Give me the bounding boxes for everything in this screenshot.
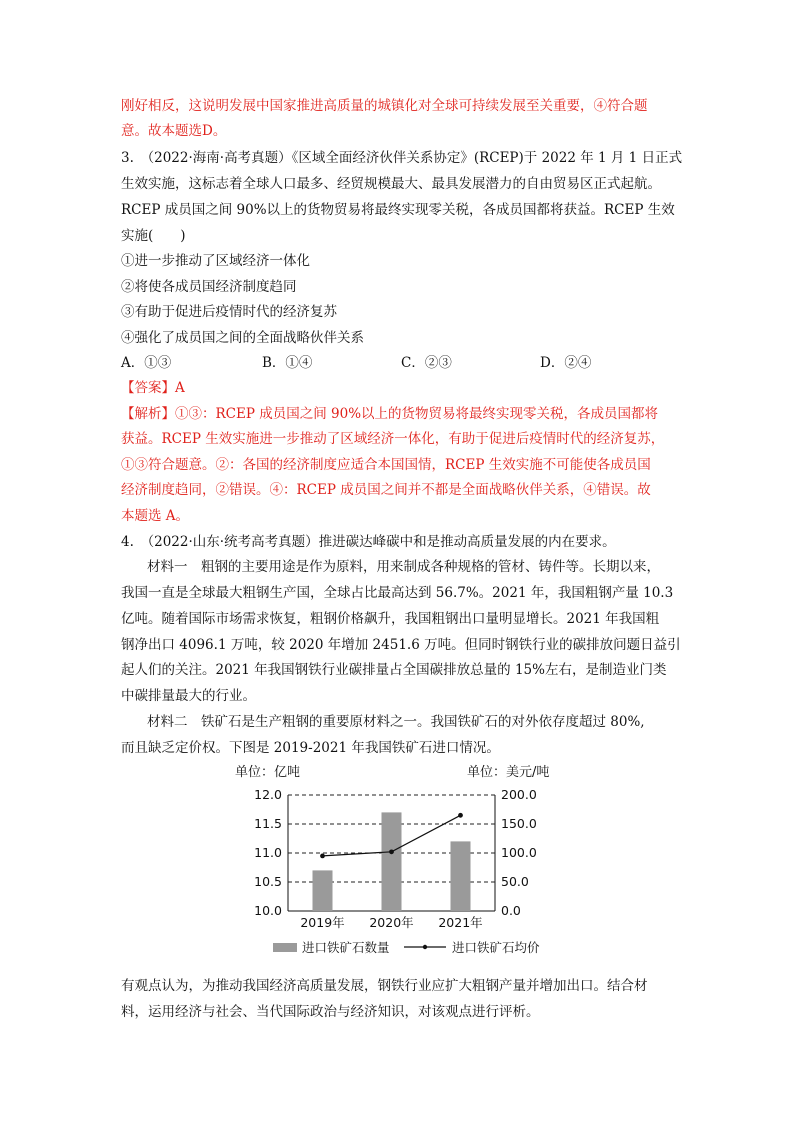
q3-item-4: ④强化了成员国之间的全面战略伙伴关系 [121, 330, 364, 346]
q3-analysis-line-1: 【解析】①③：RCEP 成员国之间 90%以上的货物贸易将最终实现零关税，各成员国都将 [121, 406, 659, 422]
legend-bar-label: 进口铁矿石数量 [302, 940, 390, 955]
q3-analysis-line-3: ①③符合题意。②：各国的经济制度应适合本国国情，RCEP 生效实施不可能使各成员国 [121, 457, 651, 473]
q3-stem-line-4: 实施( ) [121, 228, 186, 244]
q3-item-2: ②将使各成员国经济制度趋同 [121, 279, 297, 295]
price-point-2021年 [458, 813, 463, 818]
q4-material1-line-2: 我国一直是全球最大粗钢生产国，全球占比最高达到 56.7%。2021 年，我国粗钢产量 10.3 [121, 585, 674, 601]
q3-answer: 【答案】A [121, 380, 185, 396]
prev-analysis-line-2: 意。故本题选D。 [121, 123, 227, 139]
legend-bar-swatch [273, 943, 297, 952]
q3-analysis-line-4: 经济制度趋同，②错误。④：RCEP 成员国之间并不都是全面战略伙伴关系，④错误。故 [121, 482, 651, 498]
q4-material1-line-3: 亿吨。随着国际市场需求恢复，粗钢价格飙升，我国粗钢出口量明显增长。2021 年我国粗 [121, 611, 660, 627]
price-point-2019年 [320, 854, 325, 859]
price-point-2020年 [389, 849, 394, 854]
q3-option-c: C．②③ [401, 355, 452, 371]
x-tick-label: 2019年 [300, 915, 345, 930]
left-unit-label: 单位：亿吨 [235, 765, 301, 780]
q3-option-b: B．①④ [262, 355, 313, 371]
left-tick-label: 11.5 [254, 816, 282, 831]
q4-material1-line-4: 钢净出口 4096.1 万吨，较 2020 年增加 2451.6 万吨。但同时钢铁行业的碳排放问题日益引 [121, 637, 681, 653]
q3-analysis-line-5: 本题选 A。 [121, 508, 190, 524]
legend-line-marker [423, 945, 427, 949]
q3-stem-line-2: 生效实施，这标志着全球人口最多、经贸规模最大、最具发展潜力的自由贸易区正式起航。 [121, 176, 661, 192]
right-tick-label: 50.0 [501, 874, 529, 889]
right-unit-label: 单位：美元/吨 [467, 765, 550, 780]
right-tick-label: 200.0 [501, 787, 537, 802]
x-tick-label: 2021年 [438, 915, 483, 930]
q4-question-line-2: 料，运用经济与社会、当代国际政治与经济知识，对该观点进行评析。 [121, 1004, 540, 1020]
q4-material1-line-1: 材料一 粗钢的主要用途是作为原料，用来制成各种规格的管材、铸件等。长期以来， [147, 559, 660, 575]
q3-option-d: D．②④ [540, 355, 592, 371]
left-tick-label: 11.0 [254, 845, 282, 860]
bar-2020年 [382, 812, 402, 911]
q3-option-a: A．①③ [121, 355, 172, 371]
q4-material2-line-2: 而且缺乏定价权。下图是 2019-2021 年我国铁矿石进口情况。 [121, 740, 500, 756]
q3-item-3: ③有助于促进后疫情时代的经济复苏 [121, 304, 337, 320]
bar-2021年 [451, 841, 471, 911]
q3-stem-line-1: 3. （2022·海南·高考真题）《区域全面经济伙伴关系协定》(RCEP)于 2022 年 1 月 1 日正式 [121, 150, 683, 166]
q3-item-1: ①进一步推动了区域经济一体化 [121, 253, 310, 269]
q4-stem: 4. （2022·山东·统考高考真题）推进碳达峰碳中和是推动高质量发展的内在要求。 [121, 534, 616, 550]
q3-analysis-line-2: 获益。RCEP 生效实施进一步推动了区域经济一体化，有助于促进后疫情时代的经济复苏， [121, 431, 665, 447]
right-tick-label: 100.0 [501, 845, 537, 860]
legend-line-label: 进口铁矿石均价 [452, 940, 540, 955]
q4-material2-line-1: 材料二 铁矿石是生产粗钢的重要原材料之一。我国铁矿石的对外依存度超过 80%, [147, 714, 645, 730]
left-tick-label: 10.0 [254, 903, 282, 918]
bar-2019年 [313, 870, 333, 911]
x-tick-label: 2020年 [369, 915, 414, 930]
left-tick-label: 12.0 [254, 787, 282, 802]
q4-material1-line-5: 起人们的关注。2021 年我国钢铁行业碳排量占全国碳排放总量的 15%左右，是制造业门类 [121, 662, 667, 678]
q4-material1-line-6: 中碳排量最大的行业。 [121, 688, 256, 704]
q3-stem-line-3: RCEP 成员国之间 90%以上的货物贸易将最终实现零关税，各成员国都将获益。RCEP 生效 [121, 202, 675, 218]
right-tick-label: 150.0 [501, 816, 537, 831]
prev-analysis-line-1: 刚好相反，这说明发展中国家推进高质量的城镇化对全球可持续发展至关重要，④符合题 [121, 98, 648, 114]
q4-question-line-1: 有观点认为，为推动我国经济高质量发展，钢铁行业应扩大粗钢产量并增加出口。结合材 [121, 978, 648, 994]
right-tick-label: 0.0 [501, 903, 521, 918]
left-tick-label: 10.5 [254, 874, 282, 889]
